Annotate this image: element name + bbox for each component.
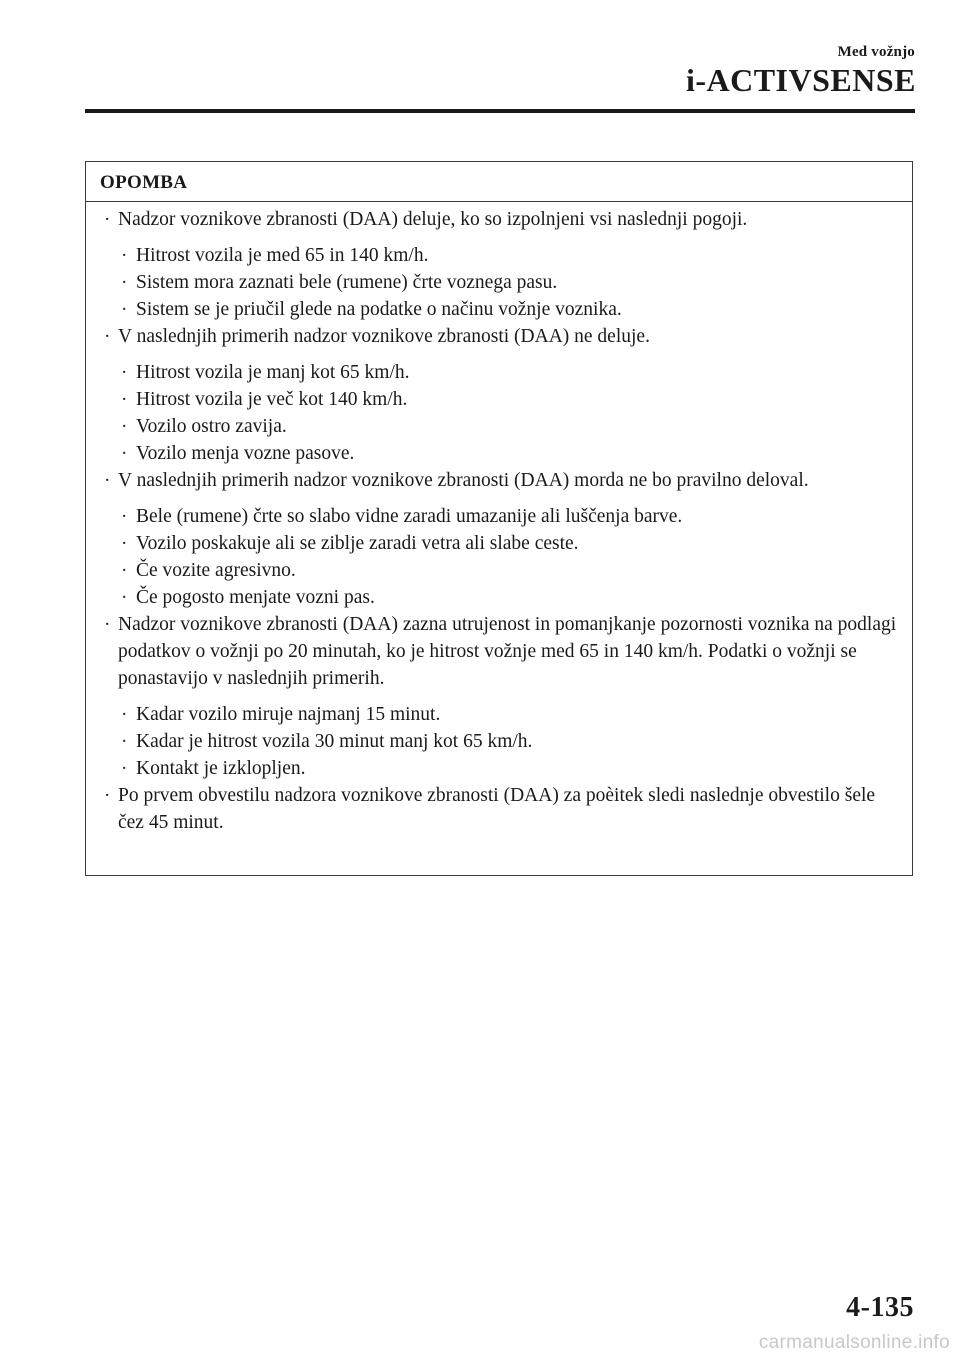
bullet-icon: · [121,389,128,410]
sublist-item [100,503,900,530]
sublist-item [100,242,900,269]
bullet-icon: · [104,209,111,230]
sublist-item-text: Vozilo poskakuje ali se ziblje zaradi vetra ali slabe ceste. [136,533,579,554]
note-body [86,202,912,836]
bullet-icon: · [121,758,128,779]
bullet-icon: · [121,272,128,293]
page-number: 4-135 [846,1292,914,1323]
header-rule [85,109,915,113]
list-item-text: Po prvem obvestilu nadzora voznikove zbranosti (DAA) za poèitek sledi naslednje obvestilo šele čez 45 minut. [118,785,876,833]
sublist [100,242,900,323]
bullet-icon: · [104,614,111,635]
bullet-icon: · [121,245,128,266]
sublist-item [100,584,900,611]
sublist-item [100,755,900,782]
sublist-item-text: Hitrost vozila je več kot 140 km/h. [136,389,408,410]
bullet-icon: · [121,416,128,437]
sublist-item [100,386,900,413]
list-item [100,611,900,692]
sublist-item [100,557,900,584]
bullet-icon: · [121,560,128,581]
bullet-icon: · [121,506,128,527]
list-item-text: Nadzor voznikove zbranosti (DAA) deluje, ko so izpolnjeni vsi naslednji pogoji. [118,209,748,230]
bullet-icon: · [121,731,128,752]
sublist [100,701,900,782]
sublist-item [100,413,900,440]
sublist [100,359,900,467]
sublist-item [100,440,900,467]
sublist-item-text: Hitrost vozila je manj kot 65 km/h. [136,362,410,383]
list-item-text: V naslednjih primerih nadzor voznikove zbranosti (DAA) morda ne bo pravilno deloval. [118,470,809,491]
note-title: OPOMBA [86,162,912,202]
sublist-item [100,701,900,728]
chapter-title: i-ACTIVSENSE [685,62,916,98]
bullet-icon: · [121,704,128,725]
sublist-item-text: Vozilo menja vozne pasove. [136,443,355,464]
sublist-item-text: Sistem se je priučil glede na podatke o načinu vožnje voznika. [136,299,622,320]
sublist-item-text: Sistem mora zaznati bele (rumene) črte voznega pasu. [136,272,558,293]
sublist-item [100,728,900,755]
bullet-icon: · [121,443,128,464]
bullet-icon: · [121,533,128,554]
watermark: carmanualsonline.info [758,1332,950,1353]
sublist-item-text: Kadar je hitrost vozila 30 minut manj kot 65 km/h. [136,731,533,752]
sublist-item-text: Hitrost vozila je med 65 in 140 km/h. [136,245,429,266]
sublist-item-text: Kadar vozilo miruje najmanj 15 minut. [136,704,441,725]
sublist-item [100,296,900,323]
bullet-icon: · [104,470,111,491]
sublist-item [100,530,900,557]
note-box [85,161,913,876]
list-item [100,323,900,350]
list-item [100,467,900,494]
bullet-icon: · [104,785,111,806]
sublist-item [100,359,900,386]
list-item [100,206,900,233]
bullet-icon: · [121,362,128,383]
sublist-item-text: Kontakt je izklopljen. [136,758,306,779]
sublist-item [100,269,900,296]
list-item-text: Nadzor voznikove zbranosti (DAA) zazna utrujenost in pomanjkanje pozornosti voznika na podlagi podatkov o vožnji po 20 minutah, ko je hitrost vožnje med 65 in 140 km/h. Podatki o vožnji se ponastavijo v naslednjih primerih. [118,614,897,689]
list-item-text: V naslednjih primerih nadzor voznikove zbranosti (DAA) ne deluje. [118,326,650,347]
sublist-item-text: Če pogosto menjate vozni pas. [136,587,375,608]
list-item [100,782,900,836]
sublist-item-text: Če vozite agresivno. [136,560,296,581]
section-label: Med vožnjo [837,44,915,60]
bullet-icon: · [121,587,128,608]
sublist-item-text: Bele (rumene) črte so slabo vidne zaradi umazanije ali luščenja barve. [136,506,683,527]
bullet-icon: · [104,326,111,347]
sublist [100,503,900,611]
sublist-item-text: Vozilo ostro zavija. [136,416,287,437]
bullet-icon: · [121,299,128,320]
